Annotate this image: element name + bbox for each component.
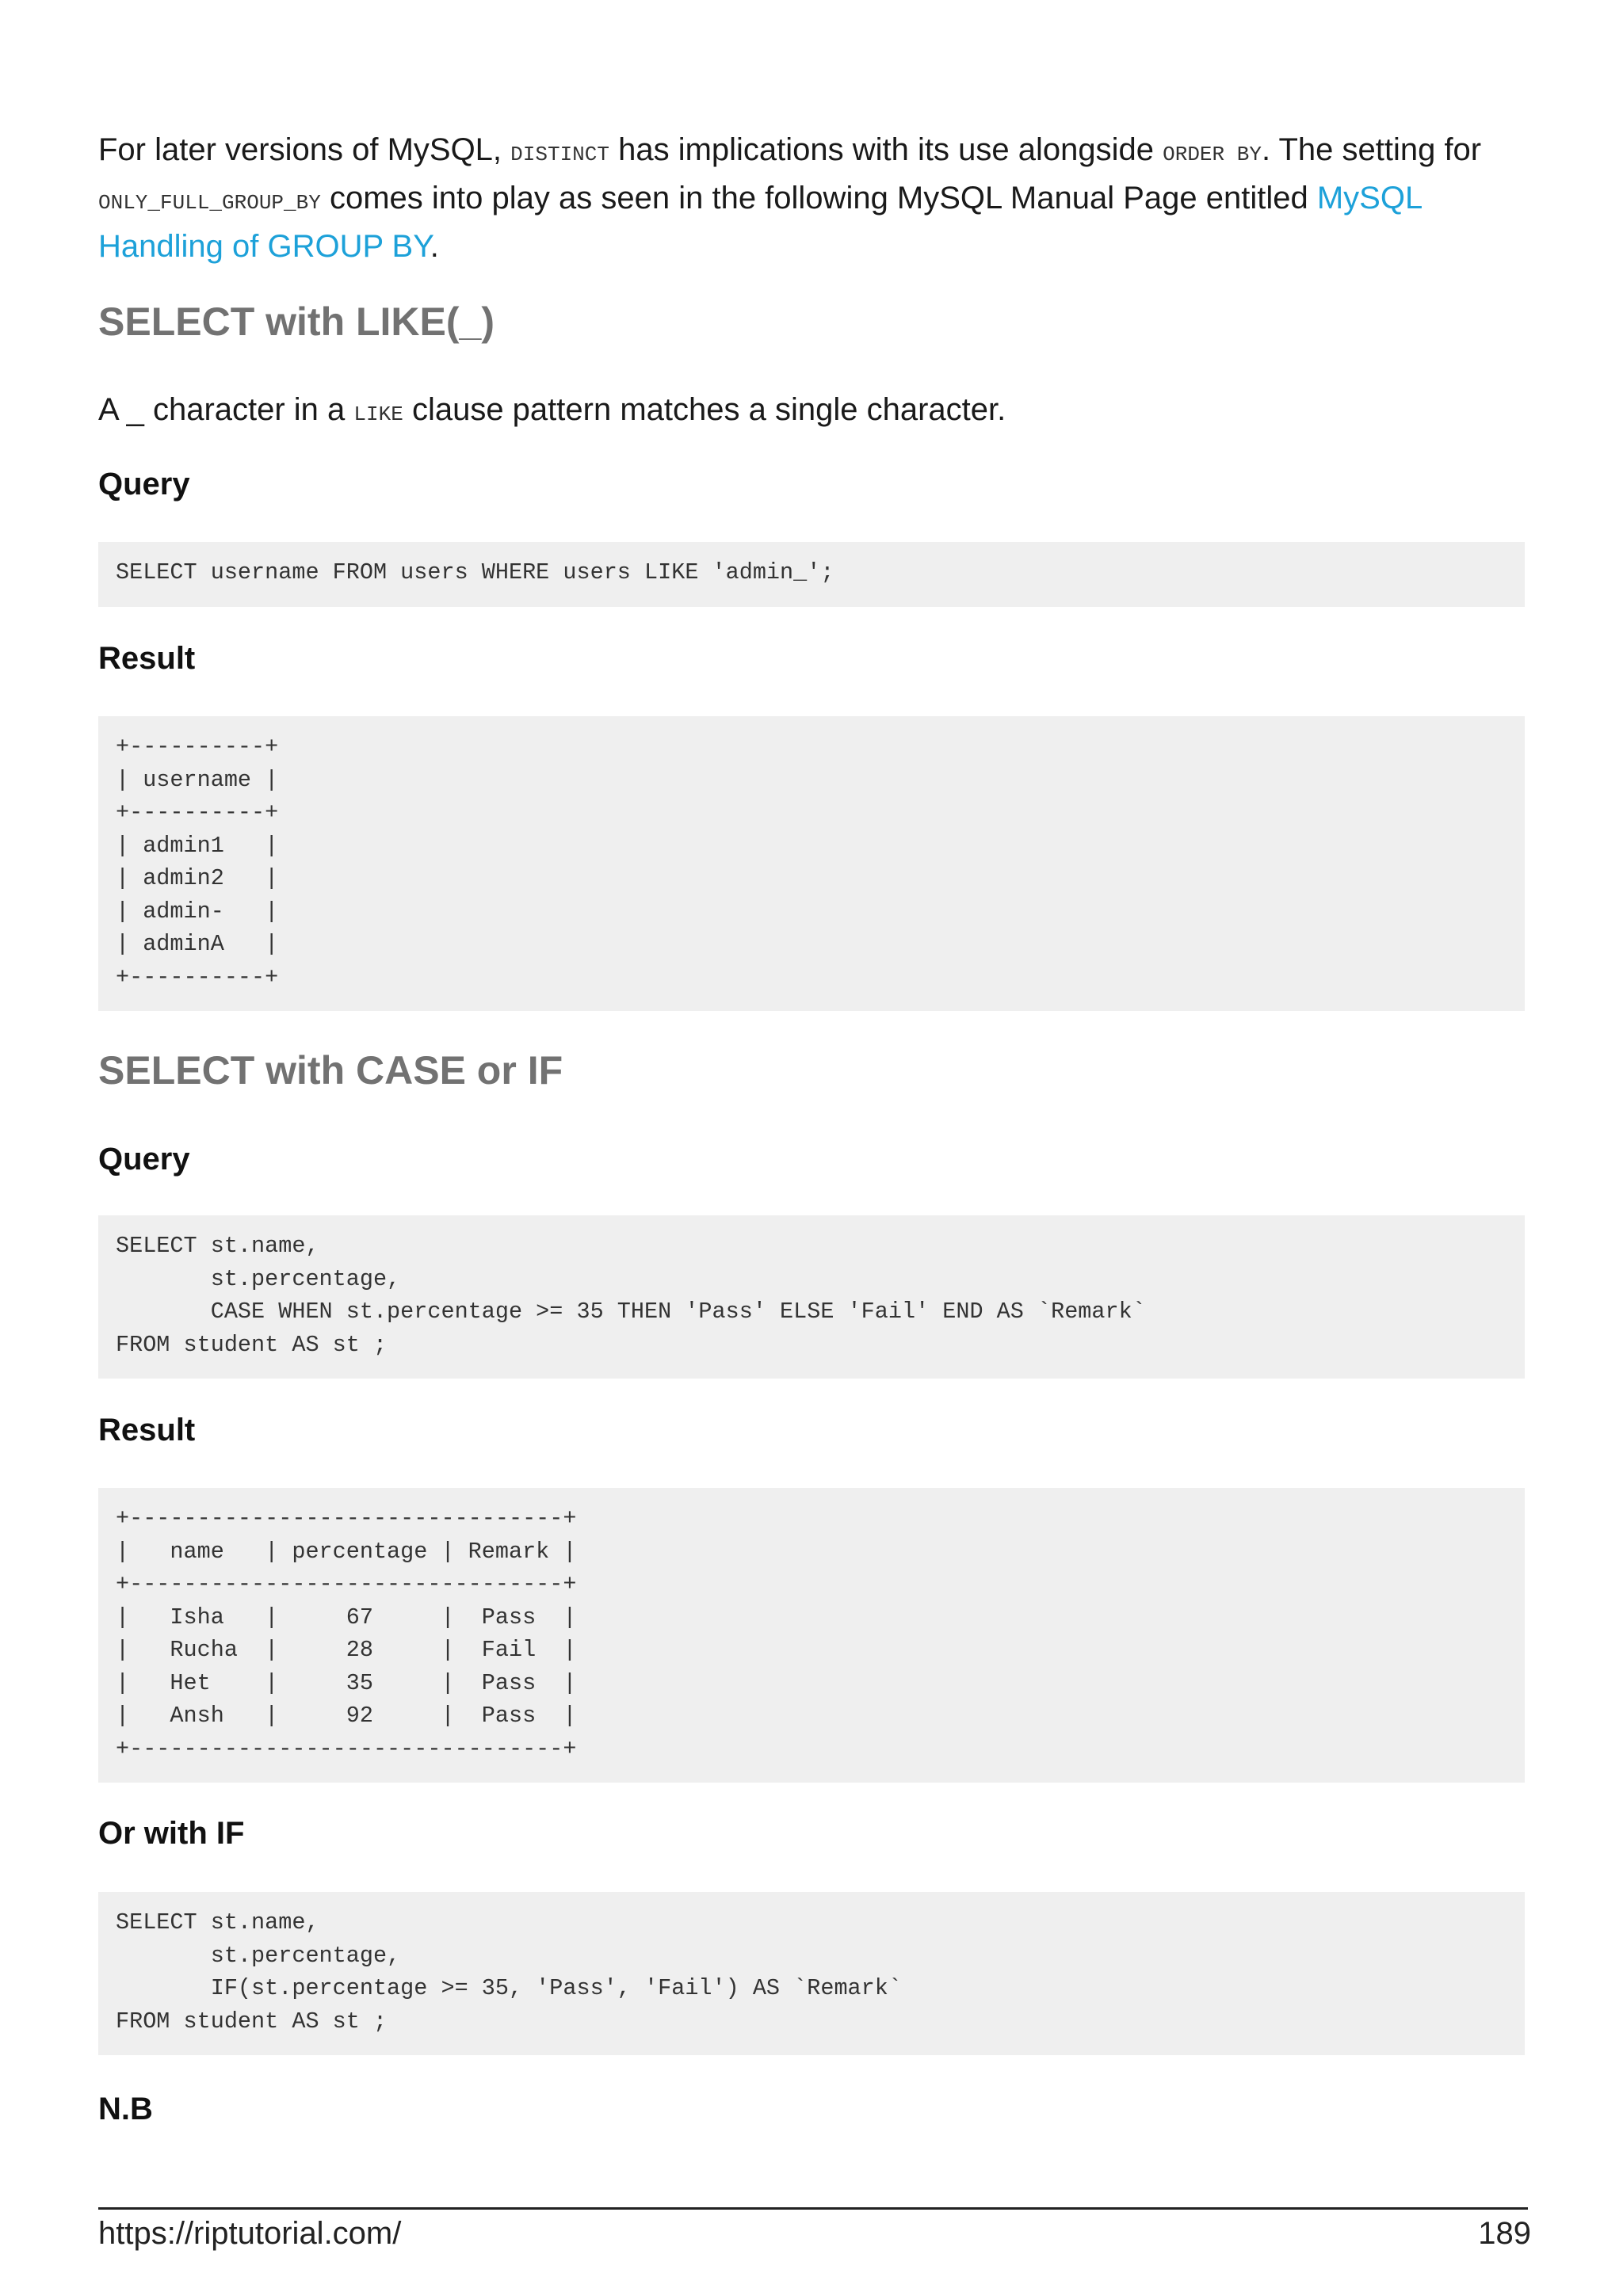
inline-code-like: LIKE — [353, 402, 403, 426]
inline-code-only-full-group-by: ONLY_FULL_GROUP_BY — [98, 191, 321, 215]
code-block-case-query: SELECT st.name, st.percentage, CASE WHEN st.percentage >= 35 THEN 'Pass' ELSE 'Fail' END AS `Remark` FROM student AS st ; — [98, 1215, 1525, 1379]
label-result: Result — [98, 1413, 196, 1447]
like-description — [98, 388, 1525, 437]
label-or-with-if: Or with IF — [98, 1816, 245, 1851]
footer-url: https://riptutorial.com/ — [98, 2216, 402, 2251]
inline-code-distinct: DISTINCT — [510, 143, 609, 166]
label-nb: N.B — [98, 2092, 153, 2126]
code-block-case-result: +--------------------------------+ | name | percentage | Remark | +--------------------------------+ | Isha | 67 | Pass | | Rucha | 28 | Fail | | Het | 35 | Pass | | Ansh | 92 | Pass | +--------------------------------+ — [98, 1488, 1525, 1783]
footer-divider — [98, 2207, 1528, 2210]
intro-text: has implications with its use alongside — [609, 132, 1163, 167]
page-number: 189 — [1478, 2216, 1531, 2251]
inline-code-order-by: ORDER BY — [1163, 143, 1262, 166]
like-desc-text: A _ character in a — [98, 392, 354, 427]
heading-select-like: SELECT with LIKE(_) — [98, 299, 495, 344]
label-query: Query — [98, 1142, 190, 1177]
code-block-like-query: SELECT username FROM users WHERE users LIKE 'admin_'; — [98, 542, 1525, 607]
code-block-like-result: +----------+ | username | +----------+ | admin1 | | admin2 | | admin- | | adminA | +----------+ — [98, 716, 1525, 1011]
code-block-if-query: SELECT st.name, st.percentage, IF(st.percentage >= 35, 'Pass', 'Fail') AS `Remark` FROM student AS st ; — [98, 1892, 1525, 2055]
intro-text: comes into play as seen in the following MySQL Manual Page entitled — [320, 181, 1317, 215]
intro-text: . — [430, 229, 439, 264]
mysql-manual-link[interactable]: MySQL Handling of GROUP BY — [98, 181, 1422, 264]
label-query: Query — [98, 467, 190, 502]
intro-paragraph — [98, 128, 1525, 269]
intro-text: . The setting for — [1261, 132, 1482, 167]
label-result: Result — [98, 641, 196, 676]
intro-text: For later versions of MySQL, — [98, 132, 511, 167]
like-desc-text: clause pattern matches a single character. — [403, 392, 1006, 427]
heading-select-case-if: SELECT with CASE or IF — [98, 1048, 563, 1093]
